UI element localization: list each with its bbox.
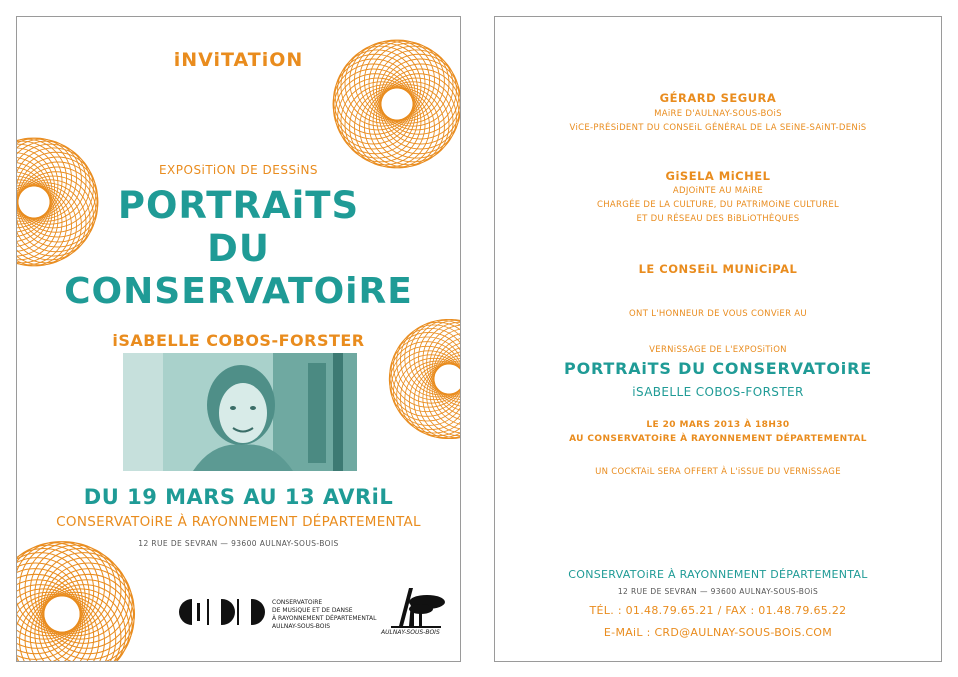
venue-name: CONSERVATOiRE À RAYONNEMENT DÉPARTEMENTAL (56, 514, 421, 530)
artist-name: iSABELLE COBOS-FORSTER (112, 331, 365, 350)
host1-name: GÉRARD SEGURA (659, 91, 777, 105)
honour-line: ONT L'HONNEUR DE VOUS CONViER AU (629, 309, 807, 319)
title-line-3: CONSERVATOiRE (64, 271, 413, 312)
event-date: LE 20 MARS 2013 À 18H30 (646, 420, 790, 430)
footer-venue: CONSERVATOiRE À RAYONNEMENT DÉPARTEMENTAL (568, 568, 868, 581)
spirograph-decoration-right (379, 309, 461, 449)
host2-role-2: CHARGÉE DE LA CULTURE, DU PATRiMOiNE CULTUREL (596, 200, 840, 210)
exposition-subtitle: EXPOSiTiON DE DESSiNS (158, 163, 319, 177)
host1-role-1: MAiRE D'AULNAY-SOUS-BOiS (654, 109, 782, 119)
exhibition-dates: DU 19 MARS AU 13 AVRiL (83, 485, 394, 509)
title-line-2: DU (207, 227, 270, 270)
invitation-back-card (494, 16, 942, 662)
portrait-illustration (123, 353, 357, 471)
invitation-front-card (16, 16, 461, 662)
vernissage-line: VERNiSSAGE DE L'EXPOSiTiON (649, 345, 787, 355)
crd-logo-icon (177, 589, 269, 635)
artist-portrait-photo (123, 353, 357, 471)
cocktail-note: UN COCKTAiL SERA OFFERT À L'iSSUE DU VERNiSSAGE (595, 467, 841, 477)
venue-address: 12 RUE DE SEVRAN — 93600 AULNAY-SOUS-BOIS (138, 539, 339, 548)
title-line-1: PORTRAiTS (117, 184, 360, 227)
exhibition-title: PORTRAiTS DU CONSERVATOiRE (564, 359, 872, 378)
municipal-council: LE CONSEiL MUNiCiPAL (638, 262, 798, 276)
footer-phone-fax: TÉL. : 01.48.79.65.21 / FAX : 01.48.79.65.22 (589, 604, 847, 617)
invitation-heading: iNViTATiON (173, 49, 304, 71)
host2-name: GiSELA MiCHEL (665, 169, 771, 183)
exhibition-artist: iSABELLE COBOS-FORSTER (632, 385, 804, 399)
footer-email: E-MAiL : CRD@AULNAY-SOUS-BOiS.COM (603, 626, 833, 639)
spirograph-decoration-bottom-left (16, 529, 147, 662)
crd-logo-text: CONSERVATOiRE DE MUSiQUE ET DE DANSE À RAYONNEMENT DÉPARTEMENTAL AULNAY-SOUS-BOIS (272, 599, 377, 630)
host2-role-3: ET DU RÉSEAU DES BiBLiOTHÈQUES (636, 214, 800, 224)
host2-role-1: ADJOiNTE AU MAiRE (672, 186, 764, 196)
event-place: AU CONSERVATOiRE À RAYONNEMENT DÉPARTEMENTAL (569, 434, 867, 444)
host1-role-2: ViCE-PRÉSiDENT DU CONSEiL GÉNÉRAL DE LA SEiNE-SAiNT-DENiS (569, 123, 867, 133)
aulnay-logo-text: AULNAY-SOUS-BOIS (381, 629, 440, 636)
footer-address: 12 RUE DE SEVRAN — 93600 AULNAY-SOUS-BOiS (617, 587, 819, 596)
